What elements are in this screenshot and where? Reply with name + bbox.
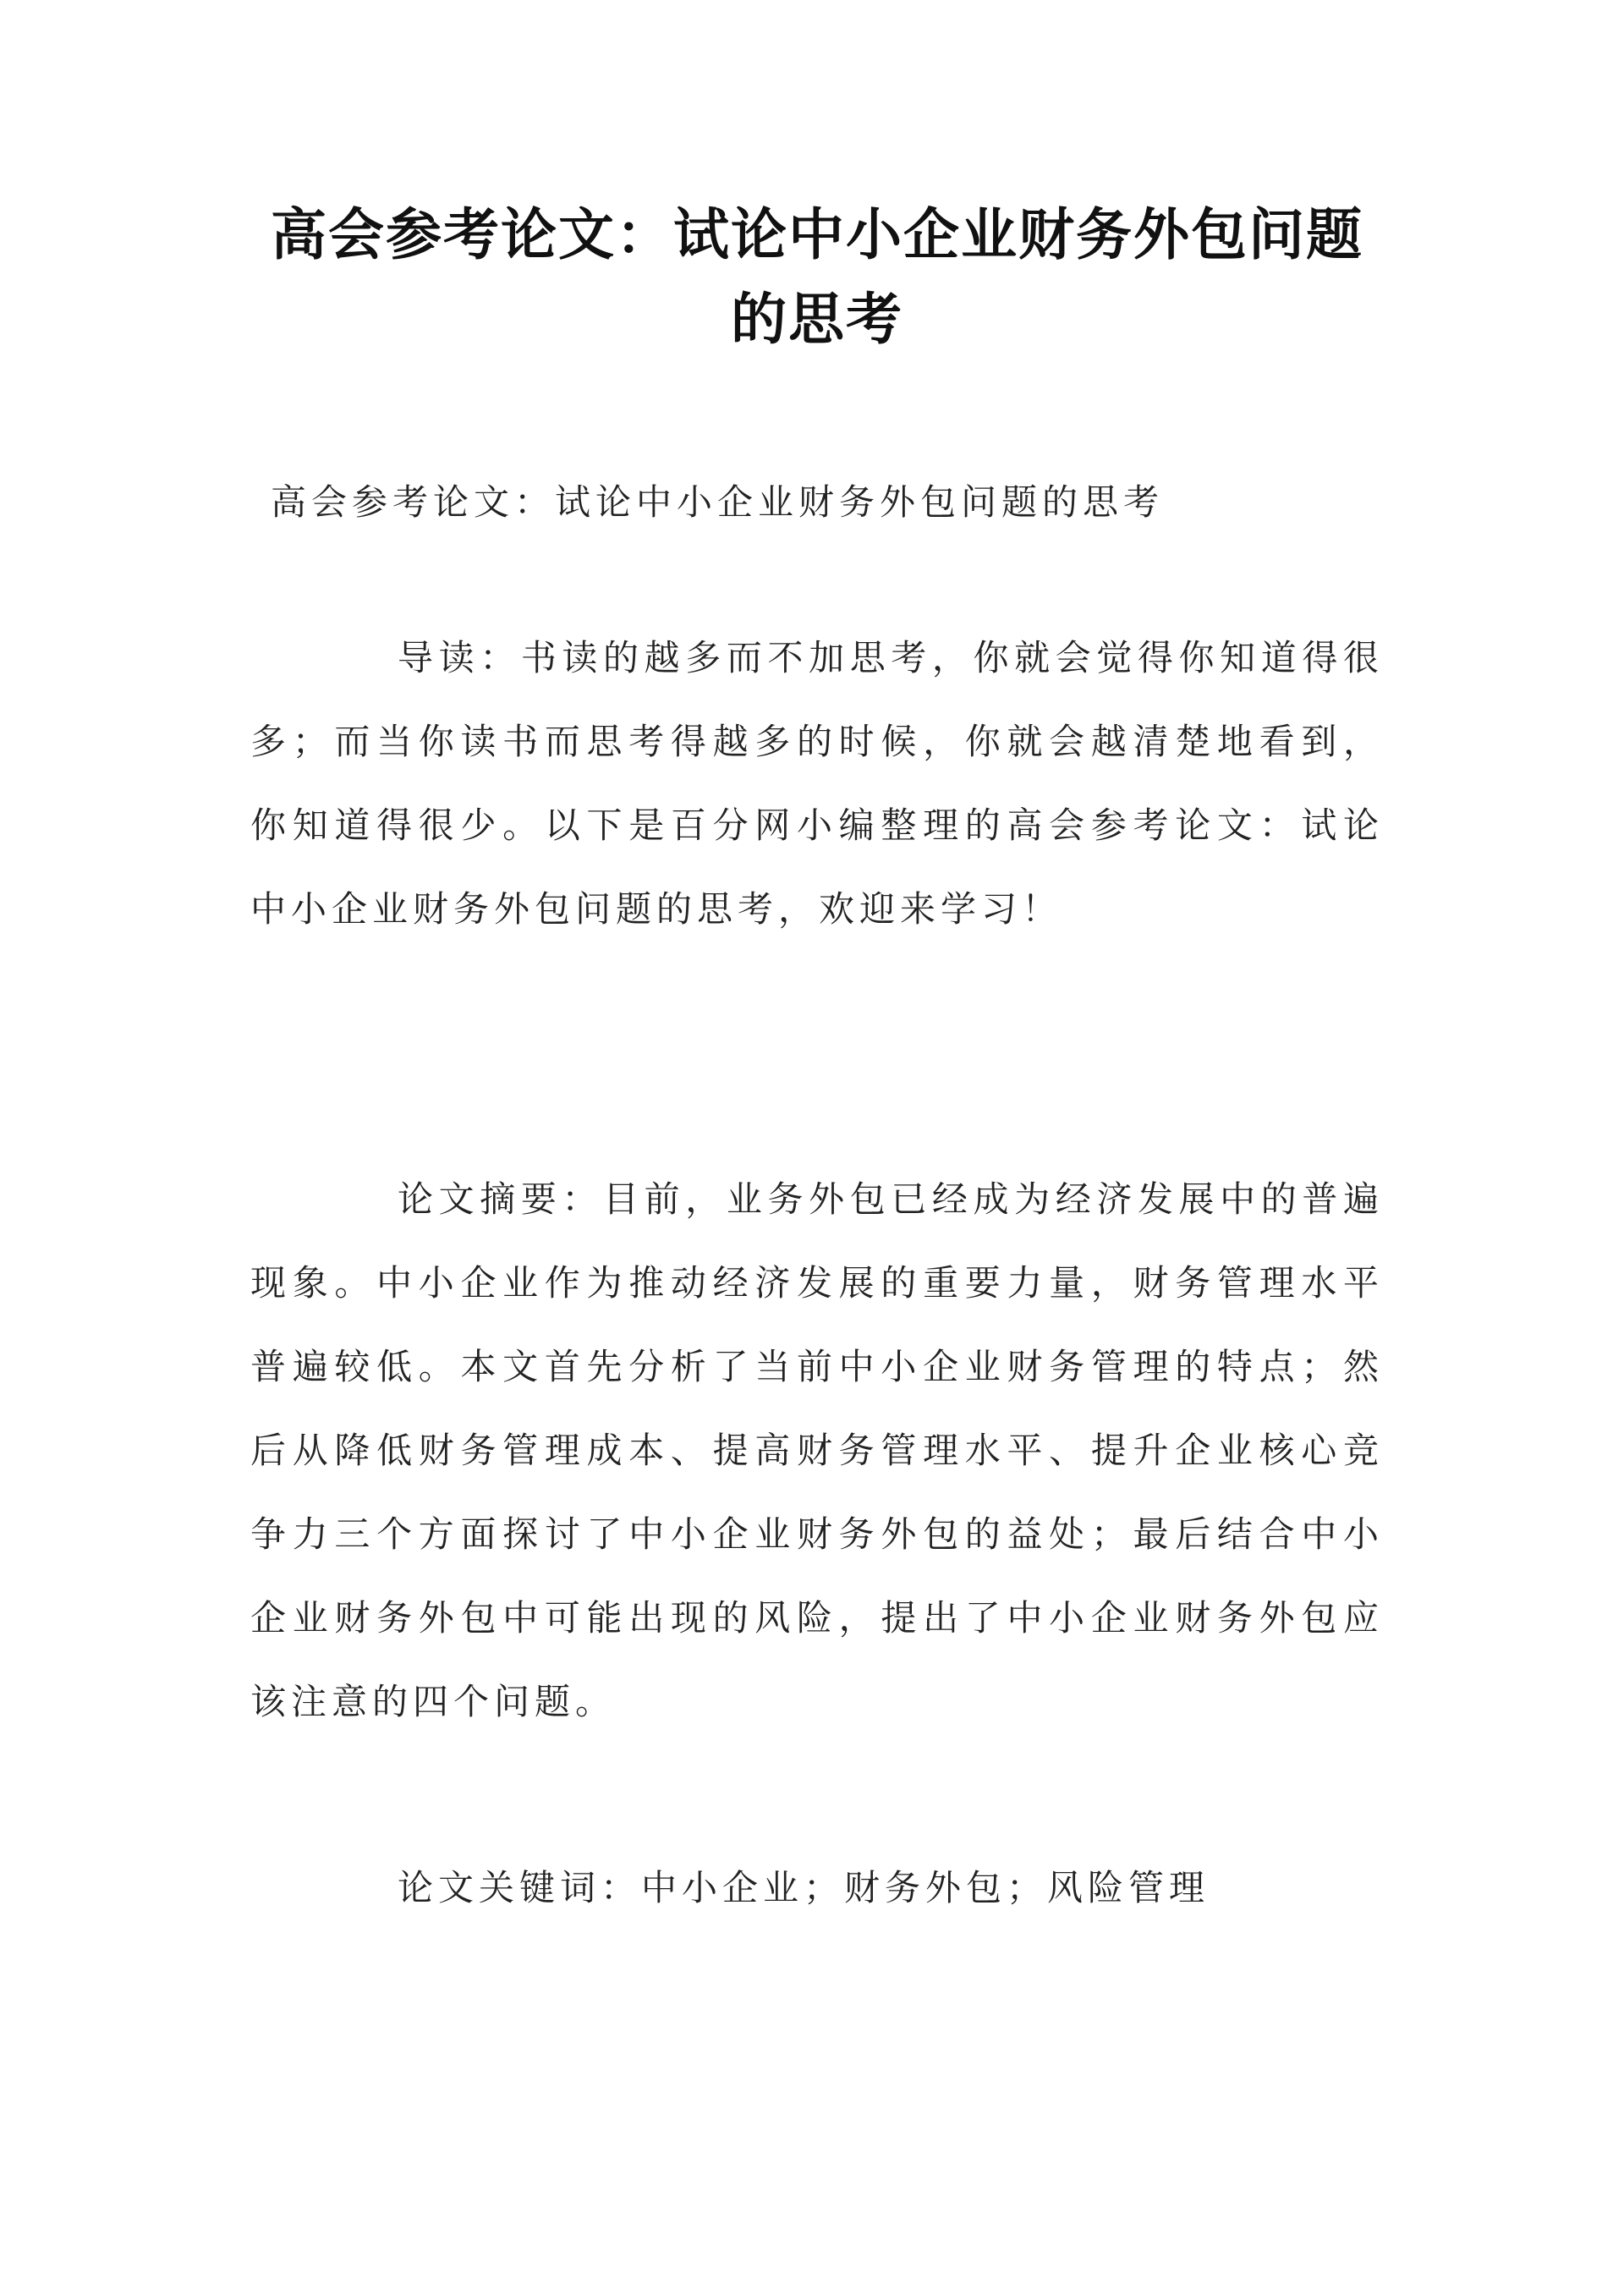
- intro-paragraph: 导读：书读的越多而不加思考，你就会觉得你知道得很多；而当你读书而思考得越多的时候，你就会越清楚地看到，你知道得很少。以下是百分网小编整理的高会参考论文：试论中小企业财务外包问题的思考，欢迎来学习！: [250, 637, 1384, 930]
- keywords-paragraph: 论文关键词：中小企业；财务外包；风险管理: [398, 1867, 1210, 1908]
- document-subtitle: 高会参考论文：试论中小企业财务外包问题的思考: [271, 481, 1165, 523]
- abstract-paragraph: 论文摘要：目前，业务外包已经成为经济发展中的普遍现象。中小企业作为推动经济发展的重要力量，财务管理水平普遍较低。本文首先分析了当前中小企业财务管理的特点；然后从降低财务管理成本、提高财务管理水平、提升企业核心竞争力三个方面探讨了中小企业财务外包的益处；最后结合中小企业财务外包中可能出现的风险，提出了中小企业财务外包应该注意的四个问题。: [250, 1178, 1384, 1722]
- document-title: 高会参考论文：试论中小企业财务外包问题的思考: [271, 202, 1363, 352]
